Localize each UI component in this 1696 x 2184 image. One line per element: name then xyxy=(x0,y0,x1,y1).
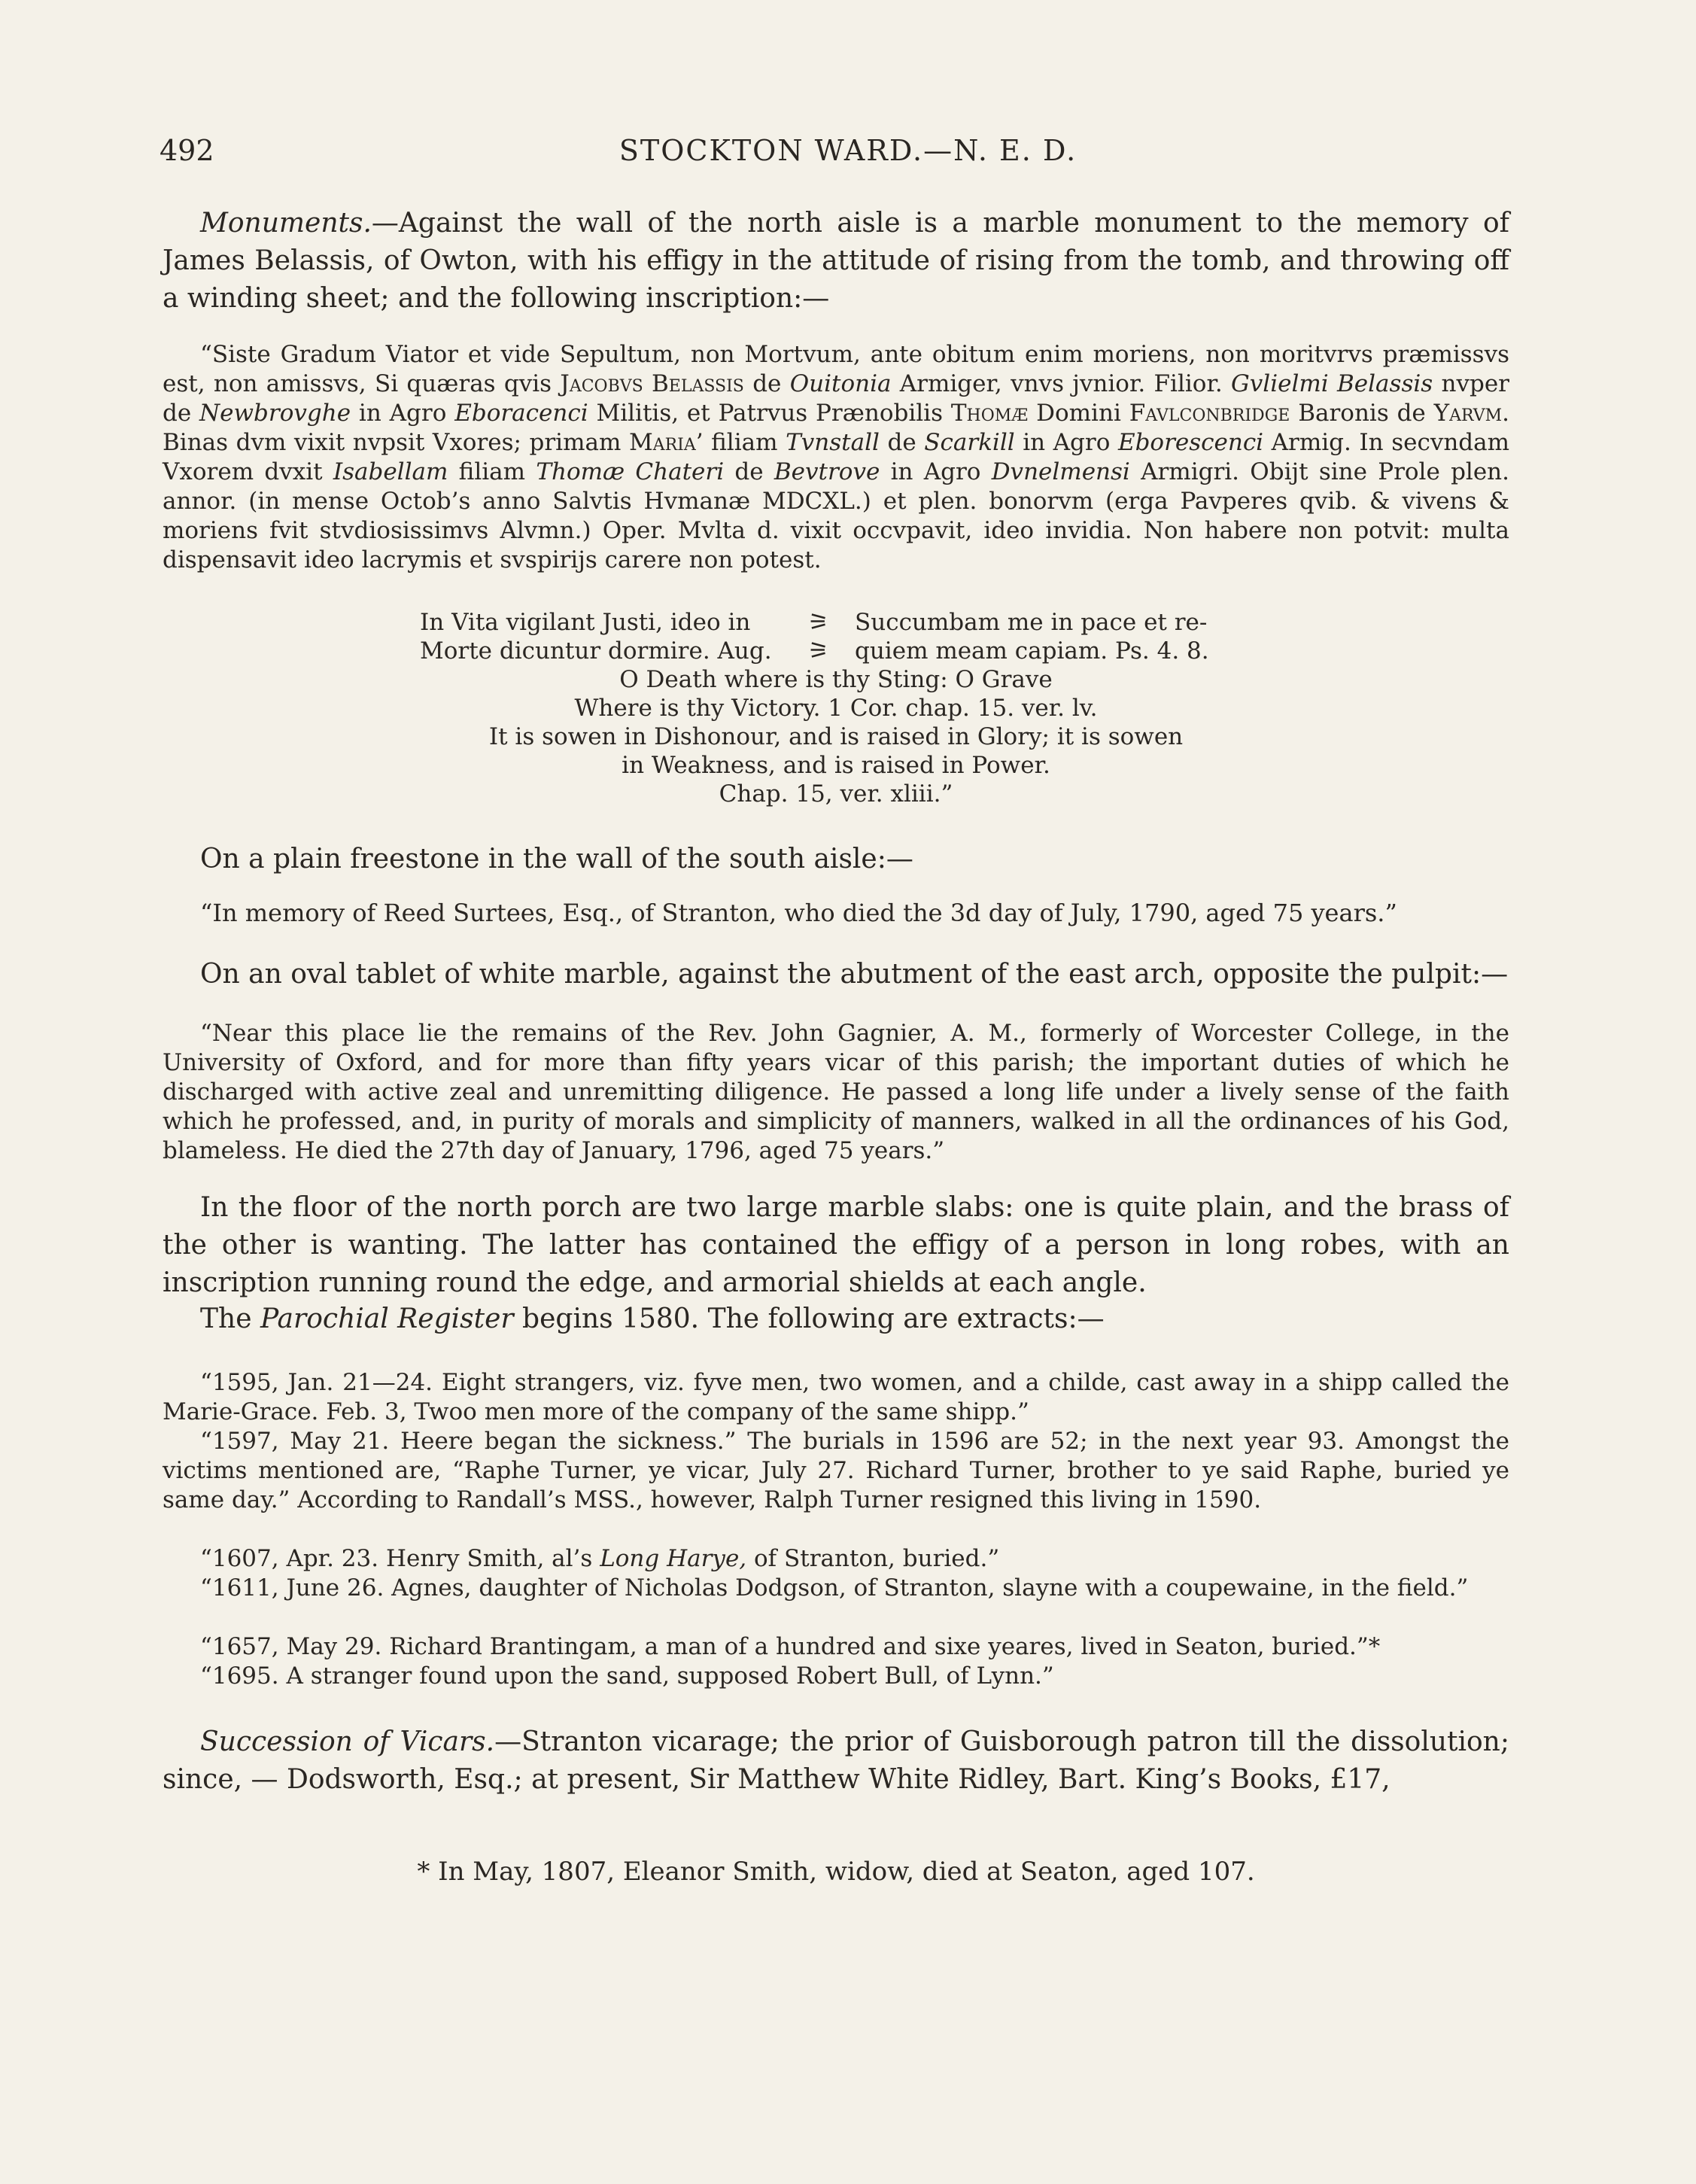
verse-line-3: O Death where is thy Sting: O Grave xyxy=(619,666,1053,693)
extract-1595: “1595, Jan. 21—24. Eight strangers, viz. fyve men, two women, and a childe, cast away in a shipp called the Marie-Grace. Feb. 3, Twoo men more of the company of the same shipp.” xyxy=(163,1369,1509,1425)
verse-line-4: Where is thy Victory. 1 Cor. chap. 15. ver. lv. xyxy=(574,695,1098,722)
extract-1607: “1607, Apr. 23. Henry Smith, al’s Long Harye, of Stranton, buried.” xyxy=(200,1545,1000,1572)
verse-line-left-1: In Vita vigilant Justi, ideo in xyxy=(420,609,751,636)
verse-line-6: in Weakness, and is raised in Power. xyxy=(622,752,1050,779)
verse-line-7: Chap. 15, ver. xliii.” xyxy=(719,780,953,808)
extract-1657: “1657, May 29. Richard Brantingam, a man of a hundred and sixe yeares, lived in Seaton, buried.”* xyxy=(200,1633,1381,1660)
succession-paragraph: Succession of Vicars.—Stranton vicarage; the prior of Guisborough patron till the dissolution; since, — Dodsworth, Esq.; at present, Sir Matthew White Ridley, Bart. King’s Books, £17, xyxy=(163,1726,1509,1795)
register-paragraph: The Parochial Register begins 1580. The following are extracts:— xyxy=(200,1303,1105,1334)
gagnier-inscription: “Near this place lie the remains of the Rev. John Gagnier, A. M., formerly of Worcester College, in the University of Oxford, and for more than fifty years vicar of this parish; the important duties of which he discharged with active zeal and unremitting diligence. He passed a long life under a lively sense of the faith which he professed, and, in purity of morals and simplicity of manners, walked in all the ordinances of his God, blameless. He died the 27th day of January, 1796, aged 75 years.” xyxy=(163,1020,1509,1164)
porch-paragraph: In the floor of the north porch are two large marble slabs: one is quite plain, and the brass of the other is wanting. The latter has contained the effigy of a person in long robes, with an inscription running round the edge, and armorial shields at each angle. xyxy=(163,1192,1509,1298)
monuments-label: Monuments. xyxy=(200,208,372,239)
succession-label: Succession of Vicars. xyxy=(200,1726,495,1757)
verse-line-right-1: Succumbam me in pace et re- xyxy=(855,609,1208,636)
latin-inscription: “Siste Gradum Viator et vide Sepultum, non Mortvum, ante obitum enim moriens, non moritvrvs præmissvs est, non amissvs, Si quæras qvis Jacobvs Belassis de Ouitonia Armiger, vnvs jvnior. Filior. Gvlielmi Belassis nvper de Newbrovghe in Agro Eboracenci Militis, et Patrvus Prænobilis Thomæ Domini Favlconbridge Baronis de Yarvm. Binas dvm vixit nvpsit Vxores; primam Maria’ filiam Tvnstall de Scarkill in Agro Eborescenci Armig. In secvndam Vxorem dvxit Isabellam filiam Thomæ Chateri de Bevtrove in Agro Dvnelmensi Armigri. Obijt sine Prole plen. annor. (in mense Octob’s anno Salvtis Hvmanæ MDCXL.) et plen. bonorvm (erga Pavperes qvib. & vivens & moriens fvit stvdiosissimvs Alvmn.) Oper. Mvlta d. vixit occvpavit, ideo invidia. Non habere non potvit: multa dispensavit ideo lacrymis et svspirijs carere non potest. xyxy=(163,341,1510,573)
verse-line-right-2: quiem meam capiam. Ps. 4. 8. xyxy=(855,637,1209,665)
surtees-intro: On a plain freestone in the wall of the south aisle:— xyxy=(200,844,913,875)
monuments-paragraph xyxy=(163,205,1509,318)
verse-line-5: It is sowen in Dishonour, and is raised in Glory; it is sowen xyxy=(488,723,1184,750)
bracket-ornament-icon: ⚞ xyxy=(808,609,829,636)
page-number: 492 xyxy=(160,134,214,167)
register-title: Parochial Register xyxy=(260,1303,514,1334)
bracket-ornament-icon: ⚞ xyxy=(808,637,829,665)
running-head: STOCKTON WARD.—N. E. D. xyxy=(619,134,1077,167)
gagnier-intro: On an oval tablet of white marble, against the abutment of the east arch, opposite the pulpit:— xyxy=(200,959,1509,990)
verse-line-left-2: Morte dicuntur dormire. Aug. xyxy=(420,637,772,665)
footnote: * In May, 1807, Eleanor Smith, widow, died at Seaton, aged 107. xyxy=(417,1857,1255,1887)
extract-1597: “1597, May 21. Heere began the sickness.” The burials in 1596 are 52; in the next year 93. Amongst the victims mentioned are, “Raphe Turner, ye vicar, July 27. Richard Turner, brother to ye said Raphe, buried ye same day.” According to Randall’s MSS., however, Ralph Turner resigned this living in 1590. xyxy=(163,1428,1509,1513)
surtees-inscription: “In memory of Reed Surtees, Esq., of Stranton, who died the 3d day of July, 1790, aged 75 years.” xyxy=(200,899,1397,927)
page-header xyxy=(160,134,1536,179)
extract-1695: “1695. A stranger found upon the sand, supposed Robert Bull, of Lynn.” xyxy=(200,1662,1054,1690)
extract-1611: “1611, June 26. Agnes, daughter of Nicholas Dodgson, of Stranton, slayne with a coupewaine, in the field.” xyxy=(200,1574,1469,1601)
monuments-text: —Against the wall of the north aisle is a marble monument to the memory of James Belassis, of Owton, with his effigy in the attitude of rising from the tomb, and throwing off a winding sheet; and the following inscription:— xyxy=(163,208,1509,314)
